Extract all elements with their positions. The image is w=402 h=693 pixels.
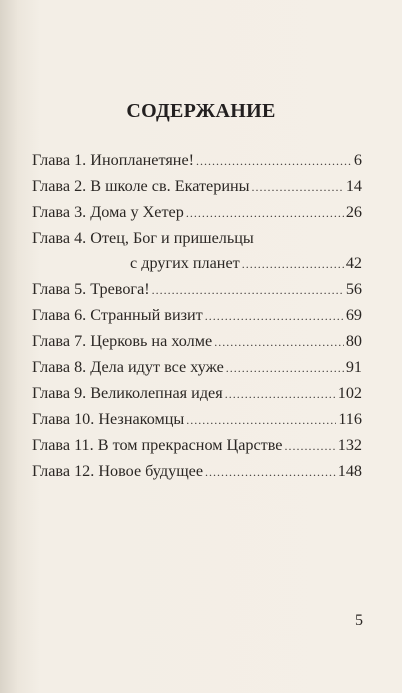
toc-entry-title: Глава 10. Незнакомцы: [32, 410, 185, 428]
toc-entry-page: 102: [337, 384, 362, 402]
toc-entry-page: 14: [345, 177, 362, 195]
toc-entry-page: 80: [345, 332, 362, 350]
toc-entry-page: 56: [345, 280, 362, 298]
toc-entry-chapter-11: [32, 433, 362, 459]
toc-entry-page: 91: [345, 358, 362, 376]
toc-entry-page: 26: [345, 203, 362, 221]
toc-entry-title: Глава 12. Новое будущее: [32, 462, 204, 480]
toc-entry-title: Глава 11. В том прекрасном Царстве: [32, 436, 283, 454]
table-of-contents: [32, 148, 362, 485]
toc-entry-chapter-7: [32, 329, 362, 355]
dot-leader: [205, 460, 336, 485]
dot-leader: [226, 356, 344, 381]
toc-entry-title: Глава 7. Церковь на холме: [32, 332, 213, 350]
toc-entry-title: Глава 4. Отец, Бог и пришельцы: [32, 229, 254, 247]
toc-entry-chapter-4: [32, 226, 362, 277]
toc-entry-title: Глава 9. Великолепная идея: [32, 384, 223, 402]
toc-entry-chapter-9: [32, 381, 362, 407]
dot-leader: [225, 382, 336, 407]
toc-entry-page: 148: [337, 462, 362, 480]
toc-entry-page: 116: [338, 410, 362, 428]
toc-entry-page: 6: [353, 151, 362, 169]
contents-heading: СОДЕРЖАНИЕ: [126, 100, 276, 122]
toc-entry-title: Глава 6. Странный визит: [32, 306, 203, 324]
dot-leader: [205, 304, 344, 329]
toc-entry-title: Глава 2. В школе св. Екатерины: [32, 177, 250, 195]
toc-entry-chapter-1: [32, 148, 362, 174]
page-number: 5: [355, 612, 363, 629]
dot-leader: [186, 408, 336, 433]
toc-entry-continuation: [32, 251, 362, 277]
toc-entry-chapter-2: [32, 174, 362, 200]
toc-entry-title-continued: с других планет: [130, 254, 240, 272]
dot-leader: [252, 175, 344, 200]
toc-entry-chapter-3: [32, 200, 362, 226]
toc-entry-title: Глава 5. Тревога!: [32, 280, 150, 298]
toc-entry-chapter-10: [32, 407, 362, 433]
toc-entry-page: 132: [337, 436, 362, 454]
toc-entry-chapter-8: [32, 355, 362, 381]
toc-entry-chapter-12: [32, 459, 362, 485]
toc-entry-chapter-5: [32, 277, 362, 303]
dot-leader: [242, 252, 344, 277]
dot-leader: [186, 201, 344, 226]
dot-leader: [152, 278, 344, 303]
toc-entry-page: 42: [345, 254, 362, 272]
dot-leader: [196, 149, 352, 174]
dot-leader: [214, 330, 344, 355]
toc-entry-page: 69: [345, 306, 362, 324]
toc-entry-title: Глава 1. Инопланетяне!: [32, 151, 195, 169]
dot-leader: [285, 434, 336, 459]
toc-entry-chapter-6: [32, 303, 362, 329]
toc-entry-title: Глава 3. Дома у Хетер: [32, 203, 184, 221]
toc-entry-title: Глава 8. Дела идут все хуже: [32, 358, 224, 376]
